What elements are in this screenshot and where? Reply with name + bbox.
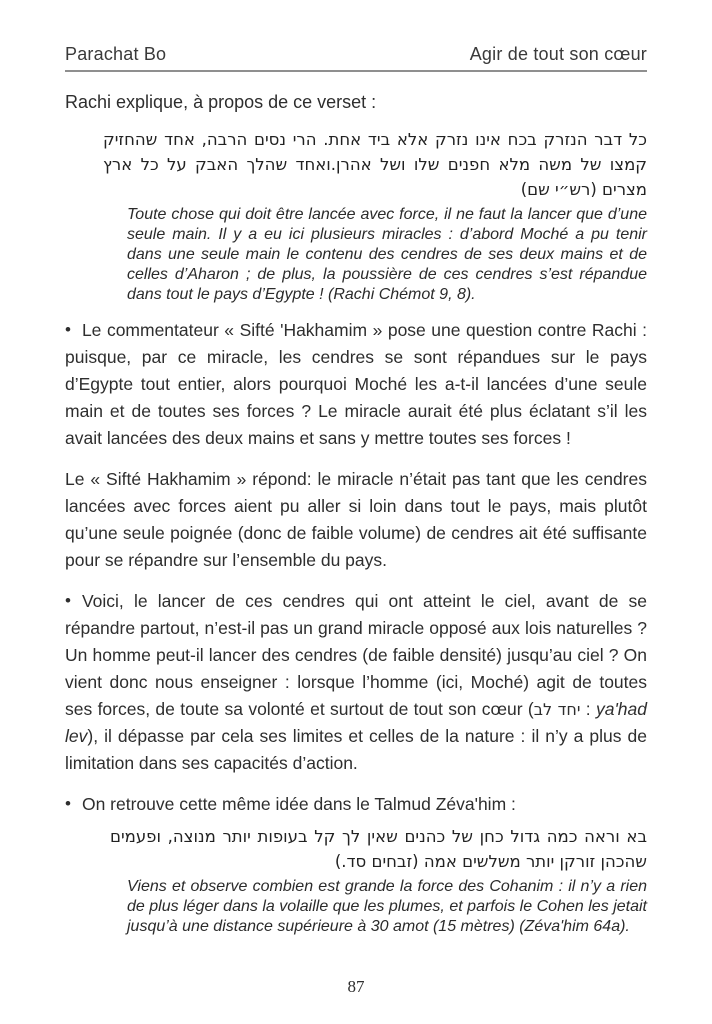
page-number: 87 xyxy=(347,977,365,996)
inline-separator: : xyxy=(580,699,596,719)
intro-line: Rachi explique, à propos de ce verset : xyxy=(65,92,377,112)
talmud-french-translation: Viens et observe combien est grande la force des Cohanim : il n’y a rien de plus léger dans la volaille que les plumes, et parfois le Cohen les jetait jusqu’à une distance supérieure à 30 amot (15 mètres) (Zéva'him 64a). xyxy=(127,878,647,935)
paragraph-text: On retrouve cette même idée dans le Talmud Zéva'him : xyxy=(81,794,516,814)
paragraph-text: Le commentateur « Sifté 'Hakhamim » pose une question contre Rachi : puisque, par ce miracle, les cendres se sont répandues sur le pays d’Egypte tout entier, alors pourquoi Moché les a-t-il lancées d’une seule main et de toutes ses forces ? Le miracle aurait été plus éclatant s’il les avait lancées des deux mains et sans y mettre toutes ses forces ! xyxy=(65,320,647,448)
rachi-hebrew-quote: כל דבר הנזרק בכח אינו נזרק אלא ביד אחת. הרי נסים הרבה, אחד שהחזיק קמצו של משה מלא חפנים שלו ושל אהרן.ואחד שהלך האבק על כל ארץ מצרים (רש״י שם) xyxy=(103,130,647,199)
paragraph-talmud-intro xyxy=(65,791,647,818)
paragraph-sifte-answer: Le « Sifté Hakhamim » répond: le miracle n’était pas tant que les cendres lancées avec forces aient pu aller si loin dans tout le pays, mais plutôt qu’une seule poignée (donc de faible volume) de cendres ait été suffisante pour se répandre sur l’ensemble du pays. xyxy=(65,469,647,570)
bullet-icon: • xyxy=(65,794,71,813)
page-header xyxy=(65,44,647,65)
talmud-hebrew-quote: בא וראה כמה גדול כחן של כהנים שאין לך קל בעופות יותר מנוצה, ופעמים שהכהן זורקן יותר משלשים אמה (זבחים סד.) xyxy=(110,827,647,871)
bullet-icon: • xyxy=(65,591,71,610)
header-left-title: Parachat Bo xyxy=(65,44,167,64)
paragraph-sifte-question xyxy=(65,317,647,452)
paragraph-lesson xyxy=(65,588,647,777)
paragraph-text-post: ), il dépasse par cela ses limites et celles de la nature : il n’y a plus de limitation dans ses capacités d’action. xyxy=(65,726,647,773)
inline-transliteration: ya'had lev xyxy=(65,699,648,746)
header-divider xyxy=(65,70,647,72)
paragraph-text-pre: Voici, le lancer de ces cendres qui ont atteint le ciel, avant de se répandre partout, n’est-il pas un grand miracle opposé aux lois naturelles ? Un homme peut-il lancer des cendres (de faible densité) jusqu’au ciel ? On vient donc nous enseigner : lorsque l’homme (ici, Moché) agit de toutes ses forces, de toute sa volonté et surtout de tout son cœur ( xyxy=(65,591,647,719)
rachi-french-translation: Toute chose qui doit être lancée avec force, il ne faut la lancer que d’une seule main. Il y a eu ici plusieurs miracles : d’abord Moché a pu tenir dans une seule main le contenu des cendres de ses deux mains et de celles d’Aharon ; de plus, la poussière de ces cendres s’est répandue dans tout le pays d’Egypte ! (Rachi Chémot 9, 8). xyxy=(127,206,647,303)
header-right-title: Agir de tout son cœur xyxy=(469,44,647,64)
bullet-icon: • xyxy=(65,320,71,339)
inline-hebrew-yahad-lev: יחד לב xyxy=(533,700,581,719)
